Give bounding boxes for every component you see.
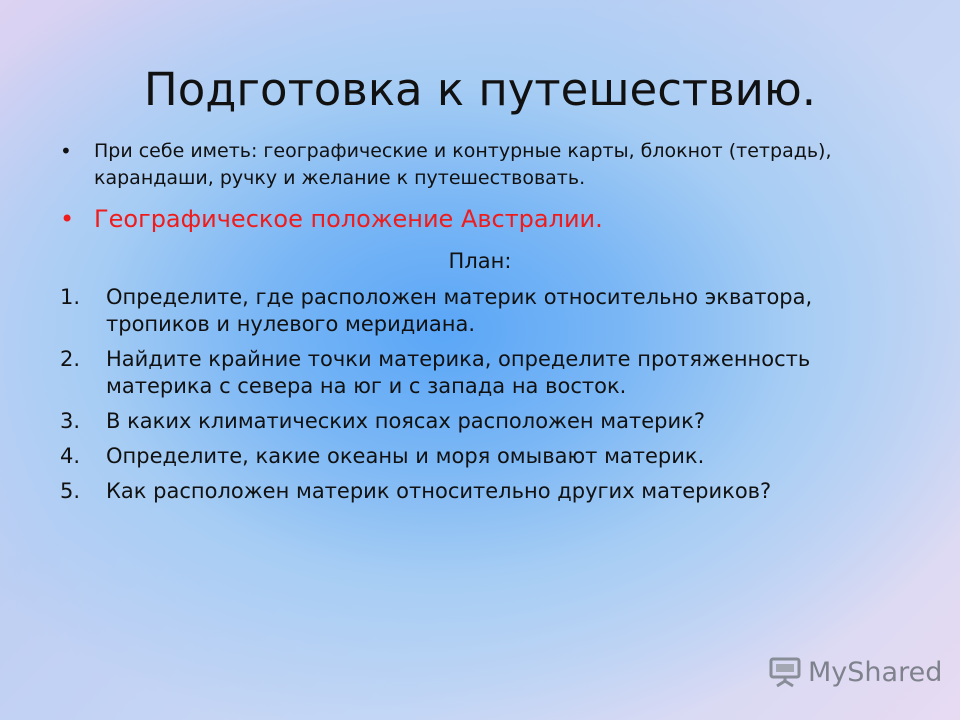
watermark-text: MyShared <box>808 656 943 688</box>
plan-item <box>60 346 900 400</box>
bullet-text-highlight: Географическое положение Австралии. <box>94 205 603 233</box>
plan-heading: План: <box>448 249 512 273</box>
bullet-text: При себе иметь: географические и контурные карты, блокнот (тетрадь), карандаши, ручку и желание к путешествовать. <box>94 140 832 189</box>
plan-item-number: 3. <box>60 409 81 433</box>
plan-item <box>60 408 900 435</box>
plan-item-text: Найдите крайние точки материка, определите протяженность материка с севера на юг и с запада на восток. <box>106 347 811 398</box>
plan-item-number: 2. <box>60 347 81 371</box>
plan-item-text: Определите, где расположен материк относительно экватора, тропиков и нулевого меридиана. <box>106 285 813 336</box>
myshared-watermark <box>768 654 942 690</box>
plan-item-text: Как расположен материк относительно других материков? <box>106 479 772 503</box>
slide-title: Подготовка к путешествию. <box>143 63 817 116</box>
plan-item-text: В каких климатических поясах расположен материк? <box>106 409 705 433</box>
bullet-item-topic <box>60 202 920 236</box>
bullet-marker: • <box>60 139 72 163</box>
bullet-item-supplies <box>60 138 920 192</box>
plan-item <box>60 443 900 470</box>
plan-item <box>60 284 900 338</box>
presentation-board-icon <box>768 656 802 688</box>
bullet-marker: • <box>60 205 75 233</box>
plan-list <box>60 284 900 513</box>
plan-item-number: 5. <box>60 479 81 503</box>
plan-item-number: 1. <box>60 285 81 309</box>
plan-item-number: 4. <box>60 444 81 468</box>
bullet-list <box>60 138 920 236</box>
plan-item-text: Определите, какие океаны и моря омывают материк. <box>106 444 705 468</box>
plan-item <box>60 478 900 505</box>
